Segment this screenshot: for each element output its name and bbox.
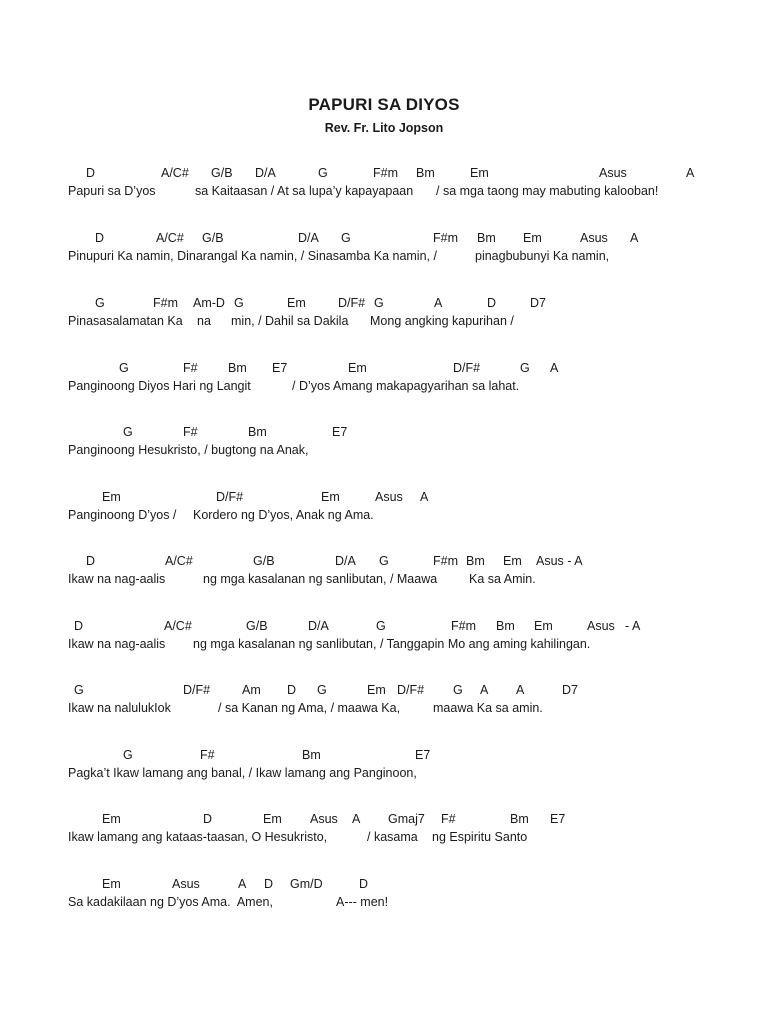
chord: D <box>287 683 297 697</box>
lyric-line: Sa kadakilaan ng D’yos Ama. Amen, <box>68 895 273 909</box>
chord: G <box>318 166 328 180</box>
stanza-5 <box>0 425 768 465</box>
chord: D/F# <box>453 361 481 375</box>
lyric-line: Pinupuri Ka namin, Dinarangal Ka namin, / Sinasamba Ka namin, / <box>68 249 437 263</box>
chord: Em <box>503 554 522 568</box>
lyric-line: na <box>197 314 211 328</box>
lyric-line: ng mga kasalanan ng sanlibutan, / Maawa <box>203 572 438 586</box>
lyric-line: Panginoong D’yos / <box>68 508 177 522</box>
chord: A <box>434 296 443 310</box>
lyric-line: Ikaw na nalulukIok <box>68 701 171 715</box>
chord: G <box>374 296 384 310</box>
chord: Gm/D <box>290 877 323 891</box>
chord: G <box>520 361 530 375</box>
chord: D7 <box>562 683 578 697</box>
chord: Bm <box>477 231 496 245</box>
stanza-11 <box>0 812 768 852</box>
stanza-2 <box>0 231 768 271</box>
chord: A <box>352 812 361 826</box>
chord: Bm <box>248 425 267 439</box>
chord: Asus <box>310 812 338 826</box>
lyric-line: / D’yos Amang makapagyarihan sa lahat. <box>292 379 520 393</box>
song-title: PAPURI SA DIYOS <box>308 95 460 114</box>
chord: G/B <box>211 166 233 180</box>
chord: Asus <box>599 166 627 180</box>
chord: G <box>341 231 351 245</box>
chord: F# <box>183 361 198 375</box>
chord: Asus <box>375 490 403 504</box>
chord: Gmaj7 <box>388 812 425 826</box>
chord: Em <box>287 296 306 310</box>
chord: D <box>74 619 84 633</box>
lyric-line: Ikaw lamang ang kataas-taasan, O Hesukristo, <box>68 830 328 844</box>
chord: A/C# <box>164 619 192 633</box>
chord: D/F# <box>397 683 425 697</box>
chord: D/A <box>308 619 329 633</box>
chord: Asus - A <box>536 554 583 568</box>
lyric-line: Papuri sa D’yos <box>68 184 156 198</box>
lyric-line: Ikaw na nag-aalis <box>68 572 166 586</box>
chord: G <box>123 425 133 439</box>
chord: D <box>487 296 497 310</box>
chord: A <box>238 877 247 891</box>
chord: D <box>359 877 369 891</box>
chord: Em <box>534 619 553 633</box>
chord: E7 <box>332 425 348 439</box>
chord: Asus <box>587 619 615 633</box>
chord: G <box>234 296 244 310</box>
chord: Asus <box>172 877 200 891</box>
chord: A <box>480 683 489 697</box>
chord: A <box>550 361 559 375</box>
lyric-line: / sa mga taong may mabuting kalooban! <box>436 184 659 198</box>
chord: G/B <box>253 554 275 568</box>
chord: A/C# <box>156 231 184 245</box>
lyric-line: ng Espiritu Santo <box>432 830 528 844</box>
lyric-line: / kasama <box>367 830 418 844</box>
chord: A <box>420 490 429 504</box>
stanza-9 <box>0 683 768 723</box>
lyric-line: pinagbubunyi Ka namin, <box>475 249 610 263</box>
chord: Asus <box>580 231 608 245</box>
chord: F#m <box>433 231 458 245</box>
chord: Em <box>367 683 386 697</box>
chord: Em <box>470 166 489 180</box>
chord: Am-D <box>193 296 225 310</box>
chord: Em <box>102 812 121 826</box>
chord: D/A <box>255 166 276 180</box>
chord: A <box>686 166 695 180</box>
chord: A <box>630 231 639 245</box>
chord: Bm <box>496 619 515 633</box>
chord: Em <box>263 812 282 826</box>
lyric-line: Panginoong Diyos Hari ng Langit <box>68 379 251 393</box>
chord: Bm <box>510 812 529 826</box>
chord: E7 <box>550 812 566 826</box>
chord: F# <box>441 812 456 826</box>
lyric-line: Mong angking kapurihan / <box>370 314 514 328</box>
chord: D <box>86 166 96 180</box>
chord: Em <box>102 490 121 504</box>
chord: A/C# <box>165 554 193 568</box>
chord: F#m <box>153 296 178 310</box>
stanza-1 <box>0 166 768 206</box>
chord: D <box>86 554 96 568</box>
chord: G <box>119 361 129 375</box>
chord: Em <box>102 877 121 891</box>
chord: - A <box>625 619 641 633</box>
chord: D/A <box>335 554 356 568</box>
chord: E7 <box>415 748 431 762</box>
lyric-line: ng mga kasalanan ng sanlibutan, / Tanggapin Mo ang aming kahilingan. <box>193 637 591 651</box>
chord: Em <box>523 231 542 245</box>
lyric-line: A--- men! <box>336 895 389 909</box>
lyric-line: Pinasasalamatan Ka <box>68 314 183 328</box>
chord: G/B <box>246 619 268 633</box>
chord: F#m <box>433 554 458 568</box>
chord: Em <box>321 490 340 504</box>
chord: D/F# <box>338 296 366 310</box>
chord: D/F# <box>216 490 244 504</box>
lyric-line: Ka sa Amin. <box>469 572 536 586</box>
chord: D <box>203 812 213 826</box>
stanza-3 <box>0 296 768 336</box>
stanza-7 <box>0 554 768 594</box>
chord: F# <box>183 425 198 439</box>
chord: G/B <box>202 231 224 245</box>
chord: D <box>95 231 105 245</box>
stanza-8 <box>0 619 768 659</box>
chord: A/C# <box>161 166 189 180</box>
stanza-4 <box>0 361 768 401</box>
chord: D/F# <box>183 683 211 697</box>
chord: G <box>453 683 463 697</box>
chord: F#m <box>451 619 476 633</box>
chord: G <box>376 619 386 633</box>
chord: D/A <box>298 231 319 245</box>
stanza-6 <box>0 490 768 530</box>
chord: G <box>74 683 84 697</box>
chord: G <box>95 296 105 310</box>
chord: A <box>516 683 525 697</box>
lyric-line: min, / Dahil sa Dakila <box>231 314 349 328</box>
stanza-12 <box>0 877 768 917</box>
chord: G <box>317 683 327 697</box>
lyric-line: / sa Kanan ng Ama, / maawa Ka, <box>218 701 401 715</box>
chord: Bm <box>416 166 435 180</box>
chord: D7 <box>530 296 546 310</box>
chord: G <box>379 554 389 568</box>
song-author: Rev. Fr. Lito Jopson <box>324 121 444 135</box>
lyric-line: maawa Ka sa amin. <box>433 701 543 715</box>
chord: F# <box>200 748 215 762</box>
chord: Em <box>348 361 367 375</box>
lyric-line: Ikaw na nag-aalis <box>68 637 166 651</box>
chord: D <box>264 877 274 891</box>
lyric-line: Kordero ng D’yos, Anak ng Ama. <box>193 508 374 522</box>
lyric-line: Panginoong Hesukristo, / bugtong na Anak, <box>68 443 309 457</box>
lyric-line: sa Kaitaasan / At sa lupa’y kapayapaan <box>195 184 414 198</box>
lyric-line: Pagka’t Ikaw lamang ang banal, / Ikaw lamang ang Panginoon, <box>68 766 417 780</box>
chord: F#m <box>373 166 398 180</box>
chord: Bm <box>228 361 247 375</box>
chord: Bm <box>302 748 321 762</box>
chord: Bm <box>466 554 485 568</box>
chord: G <box>123 748 133 762</box>
stanza-10 <box>0 748 768 788</box>
chord: Am <box>242 683 261 697</box>
chord: E7 <box>272 361 288 375</box>
